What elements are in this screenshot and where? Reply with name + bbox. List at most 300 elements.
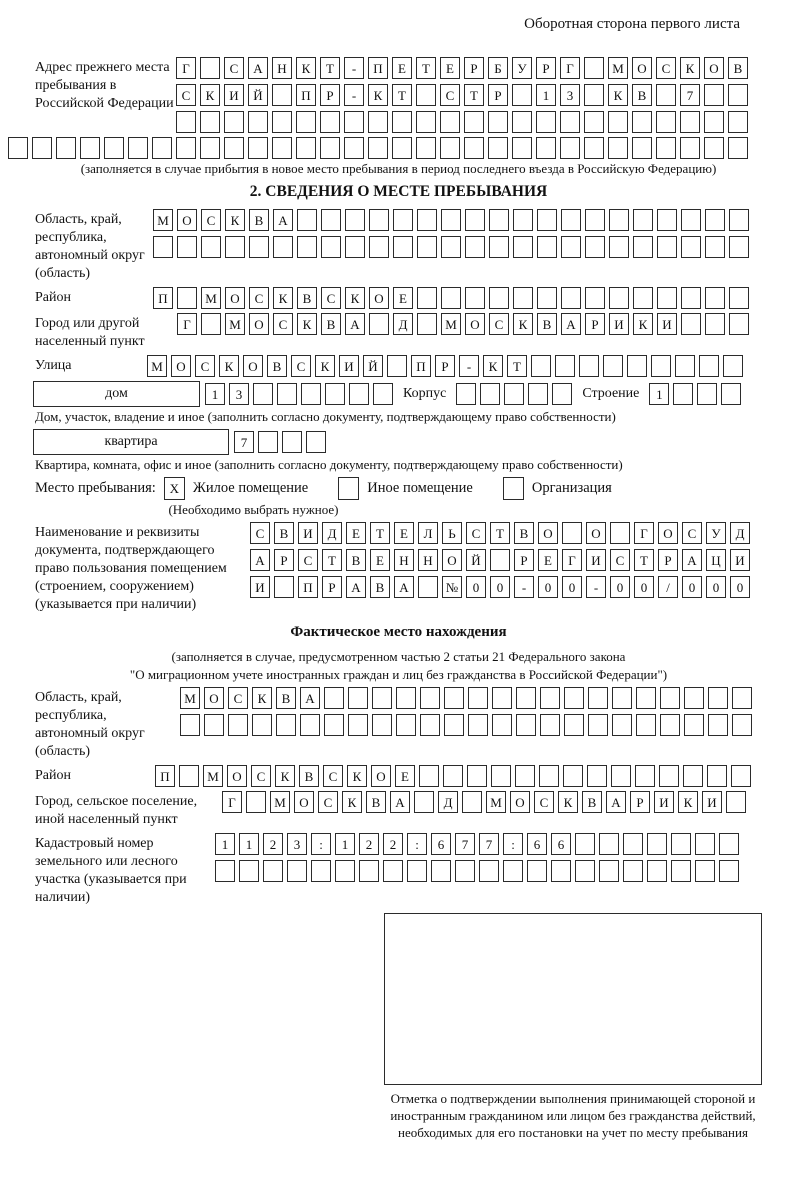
char-box[interactable] xyxy=(8,137,28,159)
char-box[interactable] xyxy=(719,833,739,855)
char-box[interactable] xyxy=(585,236,605,258)
char-box[interactable]: К xyxy=(680,57,700,79)
char-box[interactable] xyxy=(681,236,701,258)
char-box[interactable] xyxy=(603,355,623,377)
char-box[interactable] xyxy=(623,860,643,882)
char-box[interactable] xyxy=(575,860,595,882)
char-box[interactable]: Т xyxy=(490,522,510,544)
char-box[interactable]: К xyxy=(368,84,388,106)
char-box[interactable] xyxy=(201,313,221,335)
char-box[interactable]: П xyxy=(296,84,316,106)
char-box[interactable] xyxy=(104,137,124,159)
char-box[interactable]: М xyxy=(147,355,167,377)
char-box[interactable] xyxy=(465,287,485,309)
char-box[interactable] xyxy=(490,549,510,571)
char-box[interactable] xyxy=(536,137,556,159)
char-box[interactable]: С xyxy=(440,84,460,106)
char-box[interactable]: 1 xyxy=(215,833,235,855)
char-box[interactable]: Т xyxy=(320,57,340,79)
char-box[interactable]: Д xyxy=(393,313,413,335)
char-box[interactable] xyxy=(248,111,268,133)
char-box[interactable]: - xyxy=(344,57,364,79)
char-box[interactable]: К xyxy=(558,791,578,813)
char-box[interactable] xyxy=(441,287,461,309)
char-box[interactable] xyxy=(215,860,235,882)
char-box[interactable] xyxy=(680,137,700,159)
char-box[interactable] xyxy=(297,236,317,258)
char-box[interactable]: К xyxy=(678,791,698,813)
char-box[interactable]: И xyxy=(730,549,750,571)
char-box[interactable] xyxy=(516,714,536,736)
char-box[interactable] xyxy=(705,313,725,335)
char-box[interactable]: В xyxy=(299,765,319,787)
char-box[interactable] xyxy=(258,431,278,453)
char-box[interactable] xyxy=(282,431,302,453)
char-box[interactable]: 3 xyxy=(229,383,249,405)
char-box[interactable] xyxy=(489,287,509,309)
char-box[interactable]: С xyxy=(201,209,221,231)
char-box[interactable]: - xyxy=(586,576,606,598)
char-box[interactable] xyxy=(128,137,148,159)
char-box[interactable] xyxy=(464,137,484,159)
char-box[interactable] xyxy=(516,687,536,709)
char-box[interactable] xyxy=(263,860,283,882)
char-box[interactable]: Й xyxy=(248,84,268,106)
char-box[interactable]: С xyxy=(318,791,338,813)
char-box[interactable] xyxy=(348,714,368,736)
char-box[interactable] xyxy=(491,765,511,787)
char-box[interactable] xyxy=(695,833,715,855)
char-box[interactable]: П xyxy=(153,287,173,309)
char-box[interactable]: О xyxy=(369,287,389,309)
char-box[interactable] xyxy=(344,137,364,159)
char-box[interactable]: С xyxy=(321,287,341,309)
char-box[interactable] xyxy=(657,287,677,309)
char-box[interactable] xyxy=(728,111,748,133)
char-box[interactable] xyxy=(224,111,244,133)
char-box[interactable]: 1 xyxy=(536,84,556,106)
char-box[interactable] xyxy=(708,714,728,736)
char-box[interactable] xyxy=(656,111,676,133)
char-box[interactable] xyxy=(416,137,436,159)
char-box[interactable]: М xyxy=(203,765,223,787)
char-box[interactable] xyxy=(393,209,413,231)
char-box[interactable]: 2 xyxy=(263,833,283,855)
char-box[interactable] xyxy=(277,383,297,405)
char-box[interactable]: Р xyxy=(536,57,556,79)
char-box[interactable]: Е xyxy=(370,549,390,571)
char-box[interactable]: Т xyxy=(464,84,484,106)
char-box[interactable] xyxy=(609,287,629,309)
char-box[interactable]: С xyxy=(323,765,343,787)
char-box[interactable] xyxy=(697,383,717,405)
char-box[interactable]: - xyxy=(459,355,479,377)
char-box[interactable]: Г xyxy=(177,313,197,335)
char-box[interactable]: Е xyxy=(392,57,412,79)
char-box[interactable]: О xyxy=(538,522,558,544)
char-box[interactable] xyxy=(584,111,604,133)
char-box[interactable]: : xyxy=(407,833,427,855)
char-box[interactable] xyxy=(708,687,728,709)
char-box[interactable] xyxy=(444,714,464,736)
char-box[interactable]: В xyxy=(370,576,390,598)
char-box[interactable] xyxy=(632,137,652,159)
char-box[interactable]: Т xyxy=(370,522,390,544)
char-box[interactable]: О xyxy=(227,765,247,787)
char-box[interactable] xyxy=(393,236,413,258)
char-box[interactable]: А xyxy=(606,791,626,813)
char-box[interactable] xyxy=(585,287,605,309)
char-box[interactable]: - xyxy=(514,576,534,598)
char-box[interactable] xyxy=(456,383,476,405)
char-box[interactable]: К xyxy=(252,687,272,709)
char-box[interactable] xyxy=(537,287,557,309)
char-box[interactable] xyxy=(537,209,557,231)
char-box[interactable] xyxy=(480,383,500,405)
char-box[interactable] xyxy=(287,860,307,882)
char-box[interactable] xyxy=(564,687,584,709)
char-box[interactable] xyxy=(512,84,532,106)
char-box[interactable]: 7 xyxy=(479,833,499,855)
char-box[interactable]: У xyxy=(512,57,532,79)
char-box[interactable] xyxy=(417,287,437,309)
char-box[interactable]: / xyxy=(658,576,678,598)
char-box[interactable] xyxy=(180,714,200,736)
char-box[interactable]: 1 xyxy=(335,833,355,855)
char-box[interactable] xyxy=(462,791,482,813)
char-box[interactable] xyxy=(531,355,551,377)
char-box[interactable]: И xyxy=(224,84,244,106)
char-box[interactable] xyxy=(416,111,436,133)
char-box[interactable]: В xyxy=(274,522,294,544)
char-box[interactable]: 1 xyxy=(205,383,225,405)
char-box[interactable] xyxy=(488,137,508,159)
char-box[interactable] xyxy=(345,236,365,258)
char-box[interactable] xyxy=(468,714,488,736)
char-box[interactable] xyxy=(732,714,752,736)
char-box[interactable] xyxy=(417,236,437,258)
char-box[interactable] xyxy=(369,313,389,335)
char-box[interactable] xyxy=(176,111,196,133)
char-box[interactable]: П xyxy=(155,765,175,787)
char-box[interactable]: Г xyxy=(222,791,242,813)
char-box[interactable] xyxy=(488,111,508,133)
char-box[interactable] xyxy=(561,209,581,231)
char-box[interactable] xyxy=(465,209,485,231)
char-box[interactable] xyxy=(647,833,667,855)
char-box[interactable]: О xyxy=(586,522,606,544)
char-box[interactable]: М xyxy=(225,313,245,335)
char-box[interactable] xyxy=(704,137,724,159)
char-box[interactable] xyxy=(563,765,583,787)
char-box[interactable] xyxy=(177,287,197,309)
char-box[interactable]: № xyxy=(442,576,462,598)
char-box[interactable]: К xyxy=(342,791,362,813)
char-box[interactable] xyxy=(324,687,344,709)
stay-type-checkbox-organization[interactable] xyxy=(503,477,524,500)
char-box[interactable]: О xyxy=(225,287,245,309)
char-box[interactable]: 3 xyxy=(287,833,307,855)
char-box[interactable] xyxy=(552,383,572,405)
char-box[interactable] xyxy=(417,209,437,231)
char-box[interactable] xyxy=(465,236,485,258)
char-box[interactable]: 0 xyxy=(634,576,654,598)
char-box[interactable] xyxy=(610,522,630,544)
char-box[interactable]: М xyxy=(270,791,290,813)
char-box[interactable] xyxy=(555,355,575,377)
char-box[interactable] xyxy=(731,765,751,787)
char-box[interactable]: С xyxy=(291,355,311,377)
char-box[interactable]: С xyxy=(273,313,293,335)
char-box[interactable]: М xyxy=(608,57,628,79)
char-box[interactable]: В xyxy=(321,313,341,335)
char-box[interactable]: А xyxy=(561,313,581,335)
char-box[interactable] xyxy=(348,687,368,709)
char-box[interactable]: Г xyxy=(562,549,582,571)
char-box[interactable]: Ц xyxy=(706,549,726,571)
char-box[interactable]: С xyxy=(195,355,215,377)
char-box[interactable]: С xyxy=(251,765,271,787)
char-box[interactable]: - xyxy=(344,84,364,106)
char-box[interactable] xyxy=(633,287,653,309)
char-box[interactable]: 3 xyxy=(560,84,580,106)
char-box[interactable]: С xyxy=(466,522,486,544)
char-box[interactable]: Е xyxy=(394,522,414,544)
char-box[interactable]: В xyxy=(582,791,602,813)
char-box[interactable]: Д xyxy=(322,522,342,544)
char-box[interactable]: 0 xyxy=(682,576,702,598)
char-box[interactable]: О xyxy=(632,57,652,79)
char-box[interactable] xyxy=(721,383,741,405)
char-box[interactable] xyxy=(492,714,512,736)
char-box[interactable] xyxy=(306,431,326,453)
char-box[interactable] xyxy=(561,287,581,309)
char-box[interactable] xyxy=(588,687,608,709)
char-box[interactable] xyxy=(723,355,743,377)
char-box[interactable]: Р xyxy=(514,549,534,571)
char-box[interactable]: М xyxy=(201,287,221,309)
char-box[interactable]: П xyxy=(368,57,388,79)
char-box[interactable]: Е xyxy=(440,57,460,79)
char-box[interactable]: С xyxy=(176,84,196,106)
char-box[interactable] xyxy=(239,860,259,882)
char-box[interactable]: С xyxy=(682,522,702,544)
char-box[interactable]: И xyxy=(586,549,606,571)
char-box[interactable] xyxy=(387,355,407,377)
char-box[interactable] xyxy=(359,860,379,882)
char-box[interactable] xyxy=(349,383,369,405)
char-box[interactable]: И xyxy=(609,313,629,335)
char-box[interactable]: Р xyxy=(585,313,605,335)
char-box[interactable]: Т xyxy=(634,549,654,571)
char-box[interactable]: Й xyxy=(466,549,486,571)
char-box[interactable] xyxy=(420,687,440,709)
char-box[interactable] xyxy=(651,355,671,377)
char-box[interactable] xyxy=(503,860,523,882)
char-box[interactable] xyxy=(729,287,749,309)
char-box[interactable]: 6 xyxy=(431,833,451,855)
char-box[interactable] xyxy=(562,522,582,544)
char-box[interactable] xyxy=(684,714,704,736)
char-box[interactable] xyxy=(575,833,595,855)
char-box[interactable]: Р xyxy=(488,84,508,106)
char-box[interactable]: 0 xyxy=(730,576,750,598)
char-box[interactable]: А xyxy=(682,549,702,571)
char-box[interactable] xyxy=(561,236,581,258)
char-box[interactable] xyxy=(705,236,725,258)
char-box[interactable]: М xyxy=(180,687,200,709)
char-box[interactable]: : xyxy=(311,833,331,855)
char-box[interactable] xyxy=(587,765,607,787)
char-box[interactable] xyxy=(369,236,389,258)
char-box[interactable]: К xyxy=(200,84,220,106)
char-box[interactable]: О xyxy=(465,313,485,335)
char-box[interactable]: В xyxy=(346,549,366,571)
char-box[interactable]: А xyxy=(300,687,320,709)
char-box[interactable]: Е xyxy=(538,549,558,571)
char-box[interactable]: К xyxy=(608,84,628,106)
char-box[interactable] xyxy=(540,687,560,709)
char-box[interactable]: К xyxy=(483,355,503,377)
char-box[interactable] xyxy=(540,714,560,736)
char-box[interactable] xyxy=(611,765,631,787)
char-box[interactable] xyxy=(273,236,293,258)
char-box[interactable]: С xyxy=(610,549,630,571)
char-box[interactable] xyxy=(396,687,416,709)
char-box[interactable] xyxy=(704,111,724,133)
char-box[interactable] xyxy=(372,687,392,709)
char-box[interactable] xyxy=(272,84,292,106)
char-box[interactable] xyxy=(152,137,172,159)
stay-type-checkbox-dwelling[interactable]: X xyxy=(164,477,185,500)
char-box[interactable]: Т xyxy=(392,84,412,106)
char-box[interactable]: Е xyxy=(395,765,415,787)
char-box[interactable]: В xyxy=(728,57,748,79)
char-box[interactable] xyxy=(467,765,487,787)
char-box[interactable] xyxy=(418,576,438,598)
char-box[interactable]: Р xyxy=(322,576,342,598)
house-box[interactable]: дом xyxy=(33,381,200,407)
char-box[interactable] xyxy=(479,860,499,882)
char-box[interactable]: О xyxy=(171,355,191,377)
char-box[interactable]: А xyxy=(345,313,365,335)
char-box[interactable]: Ь xyxy=(442,522,462,544)
char-box[interactable]: 0 xyxy=(466,576,486,598)
char-box[interactable]: М xyxy=(486,791,506,813)
char-box[interactable]: : xyxy=(503,833,523,855)
char-box[interactable] xyxy=(276,714,296,736)
char-box[interactable] xyxy=(177,236,197,258)
char-box[interactable] xyxy=(647,860,667,882)
char-box[interactable] xyxy=(369,209,389,231)
char-box[interactable] xyxy=(659,765,679,787)
char-box[interactable] xyxy=(584,137,604,159)
char-box[interactable]: О xyxy=(249,313,269,335)
char-box[interactable] xyxy=(301,383,321,405)
char-box[interactable] xyxy=(680,111,700,133)
char-box[interactable]: 7 xyxy=(680,84,700,106)
char-box[interactable] xyxy=(297,209,317,231)
char-box[interactable]: А xyxy=(346,576,366,598)
char-box[interactable] xyxy=(707,765,727,787)
char-box[interactable] xyxy=(368,111,388,133)
char-box[interactable] xyxy=(248,137,268,159)
char-box[interactable]: С xyxy=(250,522,270,544)
char-box[interactable] xyxy=(468,687,488,709)
char-box[interactable]: 6 xyxy=(527,833,547,855)
char-box[interactable]: К xyxy=(225,209,245,231)
char-box[interactable] xyxy=(695,860,715,882)
char-box[interactable]: С xyxy=(228,687,248,709)
char-box[interactable] xyxy=(657,209,677,231)
char-box[interactable]: 7 xyxy=(234,431,254,453)
char-box[interactable] xyxy=(311,860,331,882)
char-box[interactable]: С xyxy=(489,313,509,335)
char-box[interactable]: А xyxy=(390,791,410,813)
char-box[interactable]: И xyxy=(339,355,359,377)
char-box[interactable] xyxy=(705,287,725,309)
char-box[interactable] xyxy=(414,791,434,813)
char-box[interactable]: В xyxy=(537,313,557,335)
char-box[interactable]: Н xyxy=(418,549,438,571)
char-box[interactable]: 2 xyxy=(383,833,403,855)
char-box[interactable]: 0 xyxy=(562,576,582,598)
char-box[interactable] xyxy=(699,355,719,377)
char-box[interactable]: 7 xyxy=(455,833,475,855)
char-box[interactable] xyxy=(513,287,533,309)
apartment-box[interactable]: квартира xyxy=(33,429,229,455)
char-box[interactable] xyxy=(657,236,677,258)
char-box[interactable]: В xyxy=(276,687,296,709)
char-box[interactable] xyxy=(656,84,676,106)
char-box[interactable]: К xyxy=(633,313,653,335)
char-box[interactable] xyxy=(56,137,76,159)
char-box[interactable] xyxy=(252,714,272,736)
char-box[interactable] xyxy=(612,714,632,736)
char-box[interactable] xyxy=(609,209,629,231)
char-box[interactable]: С xyxy=(656,57,676,79)
char-box[interactable]: Л xyxy=(418,522,438,544)
char-box[interactable] xyxy=(681,209,701,231)
char-box[interactable] xyxy=(608,111,628,133)
char-box[interactable] xyxy=(253,383,273,405)
char-box[interactable] xyxy=(729,209,749,231)
char-box[interactable] xyxy=(612,687,632,709)
char-box[interactable]: К xyxy=(345,287,365,309)
char-box[interactable] xyxy=(539,765,559,787)
char-box[interactable]: О xyxy=(658,522,678,544)
char-box[interactable]: К xyxy=(296,57,316,79)
char-box[interactable] xyxy=(153,236,173,258)
char-box[interactable]: Т xyxy=(416,57,436,79)
char-box[interactable] xyxy=(537,236,557,258)
char-box[interactable] xyxy=(272,137,292,159)
char-box[interactable]: В xyxy=(249,209,269,231)
char-box[interactable]: Е xyxy=(393,287,413,309)
char-box[interactable] xyxy=(681,313,701,335)
char-box[interactable]: 0 xyxy=(490,576,510,598)
char-box[interactable] xyxy=(492,687,512,709)
char-box[interactable] xyxy=(272,111,292,133)
char-box[interactable] xyxy=(489,236,509,258)
char-box[interactable] xyxy=(673,383,693,405)
char-box[interactable]: Е xyxy=(346,522,366,544)
char-box[interactable]: О xyxy=(704,57,724,79)
char-box[interactable] xyxy=(249,236,269,258)
char-box[interactable] xyxy=(705,209,725,231)
char-box[interactable] xyxy=(632,111,652,133)
char-box[interactable] xyxy=(560,111,580,133)
